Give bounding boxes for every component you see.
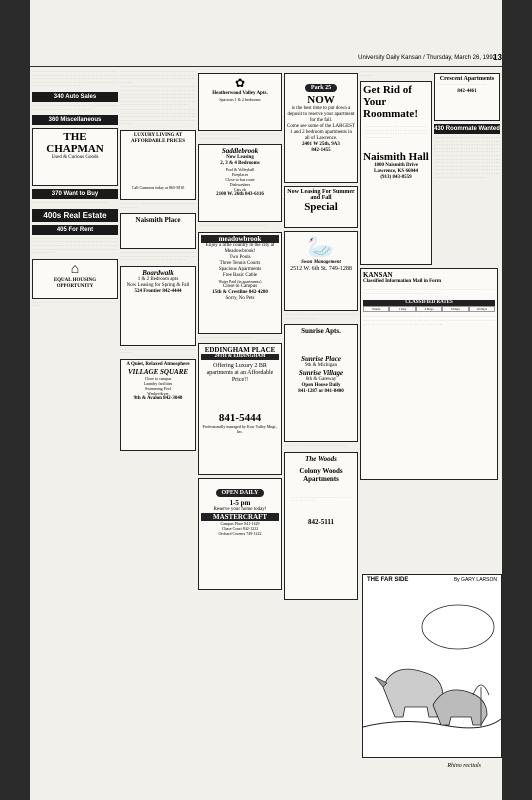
saddlebrook-ad [198, 144, 282, 222]
meadowbrook-line-2: Two Pools [229, 254, 251, 260]
heatherwood-name: Heatherwood Valley Apts. [212, 91, 268, 96]
far-side-cartoon [362, 574, 502, 769]
village-line-4: Washer/dryer [147, 391, 169, 397]
saddlebrook-line-5: Close to bus route [225, 177, 255, 183]
section-roommate-wanted: 430 Roommate Wanted [434, 126, 500, 132]
chapman-ad [32, 128, 118, 186]
sunrise-ad [284, 324, 358, 442]
kansan-form: KANSAN Classified Information Mail in Form · · · · · · · · · · · · · · · · · · · · · · · · · · · · · · · · · · · · · · · · · · · · · · · · · · · · · · · · · · · · · · · · · · · · · · · · · · · · · · · · · · · · · · · · · · · · · · · · · · · · · · · · · · · · · · · · · · · · · · · · · · · · · · · · · CLASSIFIED RATES Words 1 Day 3 Days 5 Days 10 Days · · · · · · · · · · · · · · · · · · · · · · · · · · · · · · · · · · · · · · · · · · · · · · · · · · · · · · · · · · · · · · · · · · · · · · · · · · · · · · · · · · · · · · · · · · · · · · · · · · · · · · · · · · · · · · · · · · · · · · · · · · · · · · · · · · · · · · · · · · · · · · · · · · · · · · · · · · · · · · · · · · · · · · · · · · · · · · · · · · · · · · · · · · · · · · · · · · · · · · · · · · · · · · · · · · · [360, 268, 498, 480]
saddlebrook-line-8: 2100 W. 26th 843-6116 [216, 192, 264, 198]
giveroom-phone: (913) 843-8559 [380, 174, 412, 180]
eddingham-line: Offering Luxury 2 BR apartments at an Affordable Price!! [206, 363, 274, 384]
woods-phone: 842-5111 [307, 517, 335, 526]
sunrise-name: Sunrise Place [301, 355, 341, 364]
speech-bubble [422, 605, 494, 649]
rates-col-words: Words [363, 306, 389, 312]
park25-line-1: is the best time to put down a deposit to reserve your apartment for the fall. [287, 106, 355, 123]
rates-col-10days: 10 Days [469, 306, 495, 312]
kansan-title: KANSAN [363, 271, 393, 280]
boardwalk-ad [120, 266, 196, 346]
eddingham-phone: 841-5444 [218, 412, 262, 425]
cartoon-title: THE FAR SIDE [367, 577, 409, 583]
open-daily-line-3: Campus Place 841-1429 [220, 521, 260, 527]
saddlebrook-line-2: 2, 3 & 4 Bedrooms [220, 161, 260, 167]
meadowbrook-title: meadowbrook [201, 235, 279, 243]
chapman-name: THE CHAPMAN [46, 131, 104, 156]
colony-woods-ad: The Woods Colony Woods Apartments · · · · · · · · · · · · · · · · · · · · · · · · · · · · · · · · · · · · · · · · · · · · · · · · · · · · 842-5111 [284, 452, 358, 600]
meadowbrook-line-5: Free Basic Cable [222, 272, 258, 278]
giveroom-title: Get Rid of Your Roommate! [363, 84, 418, 121]
meadowbrook-line-1: Enjoy a little country in the city at Meadowbrook! [205, 242, 275, 254]
column-3: ✿ Heatherwood Valley Apts. Spacious 1 & 2 bedrooms · · · · · · · · · · · · · · · · · · · · · · · · · · · · · · · · · · · · · · · · · · · · · · · · · · · · · · · · · · · · · · · · · · · · · · · · · · · · · · Saddlebrook Now Leasing 2, 3 & 4 Bedrooms Pool & Volleyball Fireplaces Close to bus route Dishwashers Cats ok 2100 W. 26th 843-6116 · · · · · · · · · · · · · · · · · · · · · · · · · · · · · · · · · · · · · · · · · · · meadowbrook Enjoy a little country in the city at Meadowbrook! Two Pools Three Tennis Courts Spacious Apartments Free Basic Cable Water Paid (in apartments) Close to Campus 15th & Crestline 842-4200 Sorry, No Pets · · · · · · · · · · · · · · · · · · · · · · · · · · · · · · · · · · EDDINGHAM PLACE 24TH & EDDINGHAM Offering Luxury 2 BR apartments at an Affordable Price!! 841-5444 Professionally managed by Kow Valley Mngt., Inc. OPEN DAILY 1-5 pm Reserve your home today! MASTERCRAFT Campus Place 841-1429 Chase Court 842-1222 Orchard Corners 749-1222 [198, 70, 282, 772]
luxury-line: Call Cameron today at 865-5810 [131, 184, 185, 190]
rates-col-5days: 5 Days [442, 306, 468, 312]
leasing-ad [284, 186, 358, 228]
park25-line-4: 842-1455 [311, 148, 331, 153]
cartoon-caption: Rhino recitals [447, 763, 481, 769]
column-6: Crescent Apartments · · · · · · · · · · · · · · · · · · · · · · · · · · · · · · · 842-4461 430 Roommate Wanted · · · · · · · · · · · · · · · · · · · · · · · · · · · · · · · · · · · · · · · · · · · · · · · · · · · · · · · · · · · · · · · · · · · · · · · · · · · · · · · · · · · · · · · · · · · · · · · · · · · · · · · · · · · · · · · · · · · · · · · · · · · · · · · · · · · · · · · · · · · · · · · · · · · · · · · · · · · · · · · · · · · · · · · · · · · · · · · · · · · · · · · · · · · · · · · · · · · · · · · · · · · · · · · · · · · · · · · · · · · · · · · · · · · · · · · · · · · · · · · · · · · · · · · · · · · · · · · · · · · · · · · · · · · · · · · · · · · · · · · · · · · · · · · · · · · · · · · · · · · · · · · · · · · · · · · · · · · · · · · · · · · · · · · · · · · · · · · · · · · · · · · · · · · · · · · · · · · · · · · · · · · · · · · · · · · · · · · · · · · · · · · · · · · · · · · · · · · · · · · · · · · · · · · · · · · · · · · · · · · · · · · · · · · · · · · · · · · · · · · · · · · · · · · · · · · · · · · · · · · · · · · · · · · · · · · · [434, 70, 500, 772]
kansan-rates: CLASSIFIED RATES [363, 300, 495, 306]
swan-ad [284, 231, 358, 311]
meadowbrook-ad [198, 232, 282, 334]
chapman-sub: Used & Curious Goods [51, 155, 99, 161]
heatherwood-icon: ✿ [234, 76, 246, 90]
village-line-3: Swimming Pool [145, 386, 171, 392]
sunrise-line-3: Open House Daily [301, 383, 341, 389]
open-daily-line-4: Chase Court 842-1222 [221, 526, 259, 532]
open-daily-line-2: MASTERCRAFT [201, 513, 279, 521]
village-line-5: 9th & Avalon 842-3040 [133, 396, 183, 402]
rates-col-1day: 1 Day [389, 306, 415, 312]
eddingham-footer: Professionally managed by Kow Valley Mngt., Inc. [202, 424, 278, 435]
meadowbrook-line-6: Water Paid (in apartments) [218, 278, 262, 284]
equal-housing-title: EQUAL HOUSING OPPORTUNITY [53, 277, 97, 289]
boardwalk-name: Boardwalk [142, 268, 174, 277]
meadowbrook-line-4: Spacious Apartments [218, 266, 262, 272]
park25-title: NOW [307, 94, 335, 106]
open-daily-ad [198, 478, 282, 590]
park25-line-3: 2401 W 25th, 9A3 [302, 142, 340, 147]
heatherwood-line: Spacious 1 & 2 bedrooms [219, 97, 261, 102]
newspaper-page [30, 0, 502, 800]
park25-line-2: Come see some of the LARGEST 1 and 2 bedroom apartments in all of Lawrence. [287, 124, 355, 141]
eddingham-addr: 24TH & EDDINGHAM [201, 354, 279, 360]
naismith-place-ad [120, 213, 196, 249]
woods-title: The Woods [305, 454, 337, 463]
section-for-rent: 405 For Rent [32, 225, 118, 235]
leasing-title: Now Leasing For Summer and Fall [287, 189, 355, 201]
giveroom-addr: 1800 Naismith Drive [374, 162, 418, 168]
sunrise-village: Sunrise Village [298, 369, 344, 378]
boardwalk-line-2: Now Leasing for Spring & Fall [126, 282, 190, 288]
village-name: VILLAGE SQUARE [127, 368, 189, 377]
meadowbrook-line-9: Sorry, No Pets [225, 295, 255, 301]
crescent-title: Crescent Apartments [439, 76, 495, 82]
saddlebrook-line-6: Dishwashers [229, 182, 251, 188]
naismith-place-name: Naismith Place [135, 216, 181, 225]
column-4: Park 25 NOW is the best time to put down a deposit to reserve your apartment for the fall. Come see some of the LARGEST 1 and 2 bedroom apartments in all of Lawrence. 2401 W 25th, 9A3 842-1455 Now Leasing For Summer and Fall Special 🦢 Swan Management 2512 W. 6th St. 749-1288 · · · · · · · · · · · · · · · · · · · · · · · · · · · · · · · · · · · · · · · · · · · · · · · · · · · · · · · · · · · · · · · · · · Sunrise Apts. Sunrise Place 9th & Michigan Sunrise Village 6th & Gateway Open House Daily 841-1287 or 841-8400 · · · · · · · · · · · · · · · · · · · · · · · · · · · · · · · · · · · · · · · The Woods Colony Woods Apartments · · · · · · · · · · · · · · · · · · · · · · · · · · · · · · · · · · · · · · · · · · · · · · · · · · · · 842-5111 [284, 70, 358, 772]
equal-housing-ad [32, 259, 118, 299]
sunrise-line-2: 6th & Gateway [305, 377, 337, 383]
running-header-text: University Daily Kansan / Thursday, March 26, 1992 [358, 55, 496, 61]
meadowbrook-line-8: 15th & Crestline 842-4200 [212, 289, 268, 295]
village-square-ad [120, 359, 196, 451]
open-daily-hours: 1-5 pm [229, 499, 251, 508]
open-daily-line-1: Reserve your home today! [213, 507, 267, 513]
boardwalk-line-3: 524 Frontier 842-4444 [134, 288, 182, 294]
park25-ad [284, 73, 358, 183]
section-real-estate: 400s Real Estate [32, 209, 118, 222]
saddlebrook-line-4: Fireplaces [231, 172, 249, 178]
crescent-phone: 842-4461 [457, 88, 477, 94]
section-auto-sales: 340 Auto Sales [32, 92, 118, 102]
swan-addr: 2512 W. 6th St. 749-1288 [290, 266, 352, 272]
saddlebrook-line-1: Now Leasing [226, 155, 254, 161]
cartoon-author: By GARY LARSON [453, 577, 497, 583]
village-title: A Quiet, Relaxed Atmosphere [126, 362, 190, 368]
section-miscellaneous: 360 Miscellaneous [32, 115, 118, 125]
eddingham-name: EDDINGHAM PLACE [204, 346, 276, 355]
woods-name: Colony Woods Apartments [299, 466, 343, 483]
column-5: · · · · · · · · · · · · · · · · · · · · · · · · · · · · · · · · · · · · · · · · · · · · · · · · · · · · · Get Rid of Your Roommate! · · · · · · · · · · · · · · · · · · · · · · · · · · · · · · · · · · · · · · · · · · · · · · · · · · · · · · · · · · · · · · · · · · · · · · · · · · · · · · · · · · · · · · · · · · · · · · · · · · · · · · · · · · · · · · · · · · · · · · · · · · · · · · · · · · · Naismith Hall 1800 Naismith Drive Lawrence, KS 66044 (913) 843-8559 KANSAN Classified Information Mail in Form · · · · · · · · · · · · · · · · · · · · · · · · · · · · · · · · · · · · · · · · · · · · · · · · · · · · · · · · · · · · · · · · · · · · · · · · · · · · · · · · · · · · · · · · · · · · · · · · · · · · · · · · · · · · · · · · · · · · · · · · · · · · · · · · · CLASSIFIED RATES Words 1 Day 3 Days 5 Days 10 Days · · · · · · · · · · · · · · · · · · · · · · · · · · · · · · · · · · · · · · · · · · · · · · · · · · · · · · · · · · · · · · · · · · · · · · · · · · · · · · · · · · · · · · · · · · · · · · · · · · · · · · · · · · · · · · · · · · · · · · · · · · · · · · · · · · · · · · · · · · · · · · · · · · · · · · · · · · · · · · · · · · · · · · · · · · · · · · · · · · · · · · · · · · · · · · · · · · · · · · · · · · · · · · · · · · · [360, 70, 432, 772]
kansan-sub: Classified Information Mail in Form [363, 279, 442, 285]
saddlebrook-line-3: Pool & Volleyball [225, 167, 255, 173]
saddlebrook-name: Saddlebrook [221, 147, 259, 156]
leasing-special: Special [304, 201, 338, 213]
boardwalk-line-1: 1 & 2 Bedroom apts [137, 276, 179, 282]
naismith-hall-ad: Get Rid of Your Roommate! · · · · · · · · · · · · · · · · · · · · · · · · · · · · · · · · · · · · · · · · · · · · · · · · · · · · · · · · · · · · · · · · · · · · · · · · · · · · · · · · · · · · · · · · · · · · · · · · · · · · · · · · · · · · · · · · · · · · · · · · · · · · · · · · · · · Naismith Hall 1800 Naismith Drive Lawrence, KS 66044 (913) 843-8559 [360, 81, 432, 265]
giveroom-name: Naismith Hall [363, 150, 429, 163]
sunrise-line-1: 9th & Michigan [305, 363, 337, 369]
meadowbrook-line-3: Three Tennis Courts [219, 260, 261, 266]
meadowbrook-line-7: Close to Campus [222, 283, 258, 289]
park25-name: Park 25 [305, 84, 337, 92]
equal-housing-icon: ⌂ [70, 261, 80, 277]
rhino-2 [433, 690, 487, 725]
village-line-1: Close to campus [144, 376, 172, 382]
luxury-living-ad [120, 130, 196, 200]
village-line-2: Laundry facilities [143, 381, 173, 387]
open-daily-line-5: Orchard Corners 749-1222 [218, 531, 262, 537]
sunrise-title: Sunrise Apts. [301, 327, 341, 336]
giveroom-city: Lawrence, KS 66044 [374, 168, 418, 174]
column-2: · · · · · · · · · · · · · · · · · · · · · · · · · · · · · · · · · · · · · · · · · · · · · · · · · · · · · · · · · · · · · · · · · · · · · · · · · · · · · · · · · · · · · · · · · · · · · · · · · · · · · · · · · · · · · · · · · · · · · · · · · · · · · · · · · · · · · · · · · · · · · · · · · · · · · · · · · · · · · · · · · · · · · · · · · · · · · · · · · · · · · · · · · · · · · · · · · · · · · · · · · · · · · · · · · · · · · · · · · · · · · · · · · · · · · · · · · · · · · · · · · · · · · · · · · · · · · · · · · · · · · · · · · · · · · · · · · · · · · · · · · · · · · · · · · · · · · · · · · · · · · · · · · · · · · · · · · · · · · · · · · · · · · · · · · · · · · · · · · · · · · · · · · · · · · · · · · · · · · · · · · · · · · · · · · · · · · · · · · · · · · · · · · · · · · · · · · · · · · · · · · · · · · · · · · · · · · · · · · · · · · · · · · · · · · · · · · · · · · · · · · · · · · · · · · · · · · · · · · · · · · · · · · · · · · · · · · · · · · · · · · · · · · · · · · · · · · · · · · · · · · · · · · · · · · · · · · · · · · · · · · · · · · · · · · · · · · · · · · · · · · · · · · · · · · · · · · · · · · · · · · · · · · · · · · · · · · · · · · · · · · · · · · · · · · · · · · · · · · · · · · · · · · · · · · · · · · · · · · · · · · · · LUXURY LIVING AT AFFORDABLE PRICES Call Cameron today at 865-5810 · · · · · · · · · · · · · · · · · · · · · · · · · · · · · · · · · · · · · · · · · · · · · · · · · · · · · · · · · · Naismith Place · · · · · · · · · · · · · · · · · · · · · · · · · · · · · · · · · · · · · · · · · · · · · · · · · · · · · · · · · · · · · · · · · · · · · · · · · · · · · · · · · · · · · · · · · · · · · · · · · · · · · · · · · · · · · · · · · · · · · · · · · · · · · · · · · · · · · · · Boardwalk 1 & 2 Bedroom apts Now Leasing for Spring & Fall 524 Frontier 842-4444 · · · · · · · · · · · · · · · · · · · · · · · · · · · · · · · · · · · · · · · · · · · · · · · · · · · · · · · A Quiet, Relaxed Atmosphere VILLAGE SQUARE Close to campus Laundry facilities Swimming Pool Washer/dryer 9th & Avalon 842-3040 [120, 70, 196, 772]
eddingham-ad [198, 343, 282, 475]
sunrise-line-4: 841-1287 or 841-8400 [298, 389, 344, 395]
crescent-ad: Crescent Apartments · · · · · · · · · · · · · · · · · · · · · · · · · · · · · · · 842-4461 [434, 73, 500, 121]
page-number: 13 [493, 53, 502, 62]
column-1: · · · · · · · · · · · · · · · · · · · · · · · · · · · · · · · · · · · · · · · · · · · · · · · · · · · · · · · · · · · · · · · · · · · · · · · · · · · · · · · · · · · · · · · · · · · · · · · · · · · · · · · · · · · · · · · · · · · · · · · · · · · · · · · · · · · · · · · · · · · · · · · · · · · · · · · · · · · · · · · · · · · · · · · · · · · · · · · · · · · · · · · · · · · · · · · · · · · · · · · · · · · · · · · · · · · · · · · · · · · · · · · · · · · · · · · · · · · · · · · · · · · 340 Auto Sales · · · · · · · · · · · · · · · · · · · · · · · · · · · · · · · · · · · · · · · · · · · · · · · · · · · · · · · · · · · · · · · · · · · · · · · · · · · · · · · · · · · · · · · · · · 360 Miscellaneous THE CHAPMAN Used & Curious Goods 370 Want to Buy · · · · · · · · · · · · · · · · · · · · · · · · · · · · · · · · · · · · · · · · · · · · · · · · 400s Real Estate 405 For Rent · · · · · · · · · · · · · · · · · · · · · · · · · · · · · · · · · · · · · · · · · · · · · · · · · · · · · · · · · · · · · · · · · · · · · · · · · · · · · · · · · · · · · · · · · · · · · · · · · · · · · · · · · · · · · · · · · · · · · · · · · · · · · · · · · · · · · · · · · · · · · · · · · · · · · · · · · · · · · · · · · · · · · · · · · · · · · · · · · · · · · · · · · · · · · · · · · · · · · · · · · · · · · · · · · · · · · · · · · · · · · · · · · · ⌂ EQUAL HOUSING OPPORTUNITY · · · · · · · · · · · · · · · · · · · · · · · · · · · · · · · · · · · · · · · · · · · · · · · · · · · · · · · · · · [32, 71, 118, 309]
saddlebrook-line-7: Cats ok [233, 187, 247, 193]
heatherwood-ad [198, 73, 282, 131]
swan-icon: 🦢 [307, 234, 335, 259]
section-want-to-buy: 370 Want to Buy [32, 189, 118, 199]
cartoon-drawing [363, 587, 501, 757]
open-daily-title: OPEN DAILY [216, 489, 265, 497]
rhino-1 [383, 669, 443, 717]
swan-title: Swan Management [301, 260, 341, 265]
running-header [30, 52, 502, 67]
luxury-title: LUXURY LIVING AT AFFORDABLE PRICES [130, 132, 186, 144]
rates-col-3days: 3 Days [416, 306, 442, 312]
